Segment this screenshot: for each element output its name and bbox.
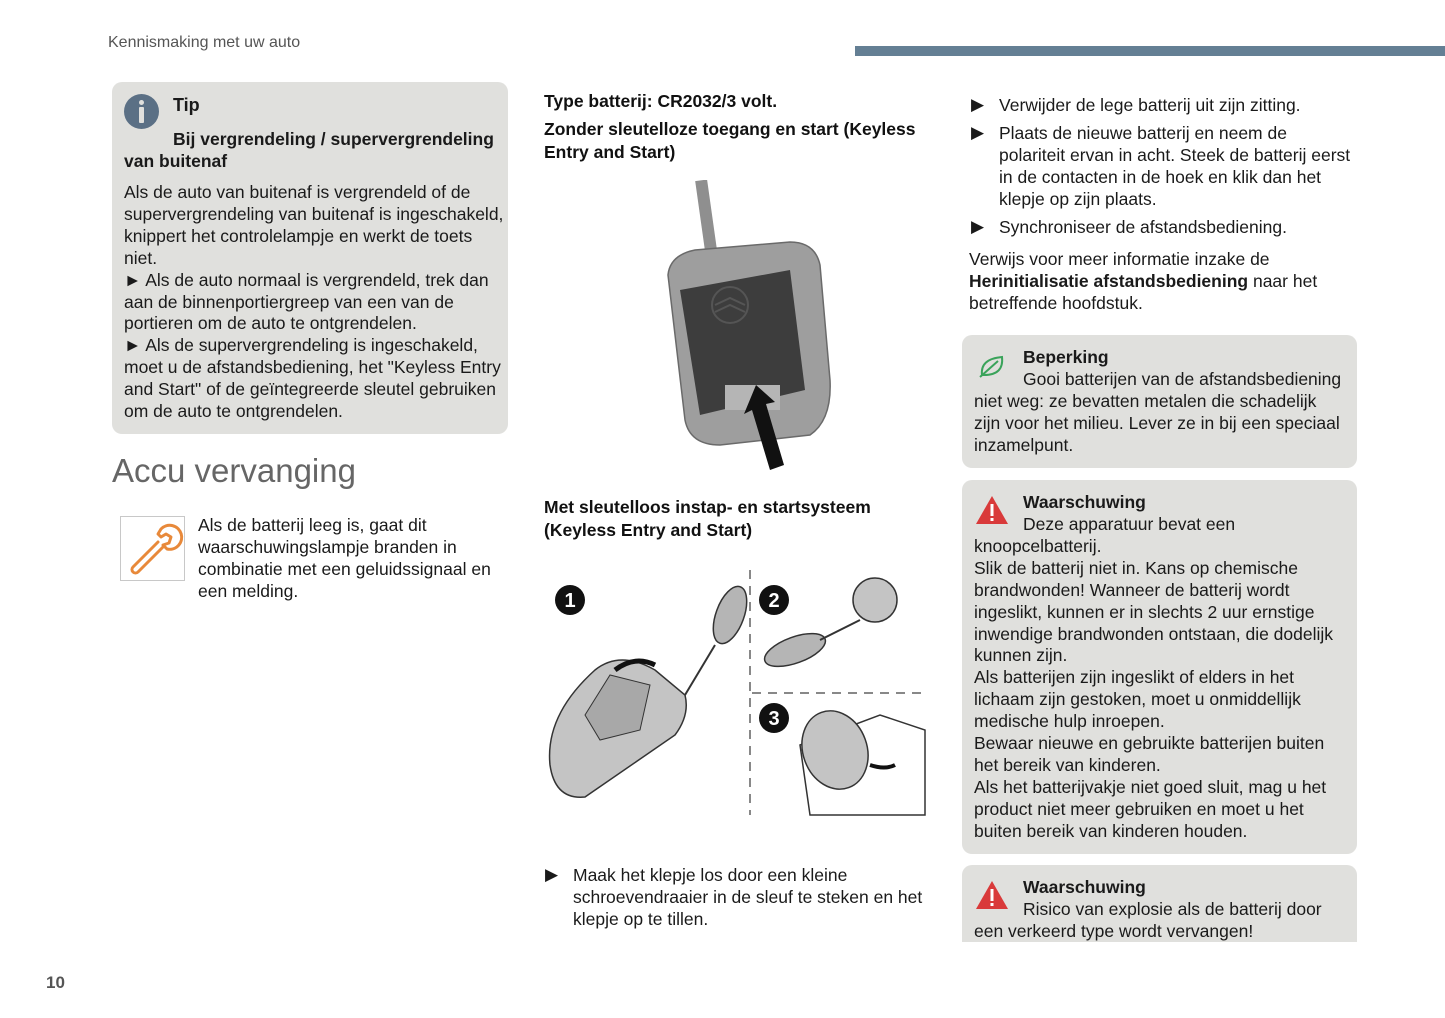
header-accent-bar (855, 46, 1445, 56)
key-fob-illustration (640, 180, 840, 470)
warning-lamp-description: Als de batterij leeg is, gaat dit waarschuwingslampje branden in combinatie met een geluidssignaal en een melding. (198, 515, 491, 601)
environment-note-title: Beperking (1023, 347, 1109, 367)
environment-note-box (962, 335, 1357, 468)
tip-label: Tip (173, 95, 200, 115)
battery-type: Type batterij: CR2032/3 volt. (544, 91, 778, 111)
warning-text: Risico van explosie als de batterij door een verkeerd type wordt vervangen! (974, 899, 1322, 941)
warning-box (962, 480, 1357, 854)
step-2-badge: 2 (768, 590, 780, 612)
bullet-arrow-icon: ▶ (971, 123, 985, 142)
instruction-bullet: ▶ Maak het klepje los door een kleine schroevendraaier in de sleuf te steken en het klepje op te tillen. (545, 865, 923, 929)
environment-note-text: Gooi batterijen van de afstandsbediening niet weg: ze bevatten metalen die schadelijk zijn voor het milieu. Lever ze in bij een speciaal inzamelpunt. (974, 369, 1342, 455)
tip-paragraph: ► Als de auto normaal is vergrendeld, trek dan aan de binnenportiergreep van een van de portieren om de auto te ontgrendelen. (124, 269, 489, 334)
step-1-badge: 1 (564, 590, 576, 612)
section-title: Accu vervanging (112, 452, 356, 489)
page-number: 10 (46, 973, 65, 992)
bullet-arrow-icon: ▶ (971, 217, 985, 236)
warning-title: Waarschuwing (1023, 877, 1146, 897)
tip-paragraph: ► Als de supervergrendeling is ingeschakeld, moet u de afstandsbediening, het "Keyless Entry and Start" of de geïntegreerde sleutel gebruiken om de auto te ontgrendelen. (124, 335, 501, 422)
wrench-icon (120, 516, 185, 581)
battery-replacement-steps-illustration (540, 565, 930, 820)
heading-with-keyless: Met sleutelloos instap- en startsysteem (Keyless Entry and Start) (544, 497, 871, 540)
instruction-bullet: ▶ Verwijder de lege batterij uit zijn zitting. (971, 95, 1301, 115)
instruction-bullet: ▶ Plaats de nieuwe batterij en neem de polariteit ervan in acht. Steek de batterij eerst in de contacten in de hoek en klik dan het klepje op zijn plaats. (971, 123, 1351, 209)
heading-without-keyless: Zonder sleutelloze toegang en start (Keyless Entry and Start) (544, 119, 916, 162)
bullet-arrow-icon: ▶ (545, 865, 559, 884)
step-3-badge: 3 (768, 708, 780, 730)
bullet-arrow-icon: ▶ (971, 95, 985, 114)
cross-reference: Verwijs voor meer informatie inzake de Herinitialisatie afstandsbediening naar het betreffende hoofdstuk. (969, 249, 1318, 313)
warning-title: Waarschuwing (1023, 492, 1146, 512)
tip-paragraph: Als de auto van buitenaf is vergrendeld of de supervergrendeling van buitenaf is ingeschakeld, knippert het controlelampje en werkt de toets niet. (124, 182, 504, 268)
tip-body (124, 182, 504, 423)
instruction-bullet: ▶ Synchroniseer de afstandsbediening. (971, 217, 1287, 237)
info-icon (124, 94, 159, 129)
cross-reference-link[interactable]: Herinitialisatie afstandsbediening (969, 271, 1249, 291)
warning-text: Deze apparatuur bevat een knoopcelbatterij. Slik de batterij niet in. Kans op chemische brandwonden! Wanneer de batterij wordt ingeslikt, kunnen er in slechts 2 uur ernstige inwendige brandwonden ontstaan, die dodelijk kunnen zijn. Als batterijen zijn ingeslikt of elders in het lichaam zijn gestoken, moet u onmiddellijk medische hulp inroepen. Bewaar nieuwe en gebruikte batterijen buiten het bereik van kinderen. Als het batterijvakje niet goed sluit, mag u het product niet meer gebruiken en moet u het buiten bereik van kinderen houden. (974, 514, 1334, 841)
running-header: Kennismaking met uw auto (108, 34, 301, 51)
tip-box (112, 82, 508, 434)
warning-box (962, 865, 1357, 942)
tip-subtitle: Bij vergrendeling / supervergrendeling van buitenaf (124, 129, 494, 171)
